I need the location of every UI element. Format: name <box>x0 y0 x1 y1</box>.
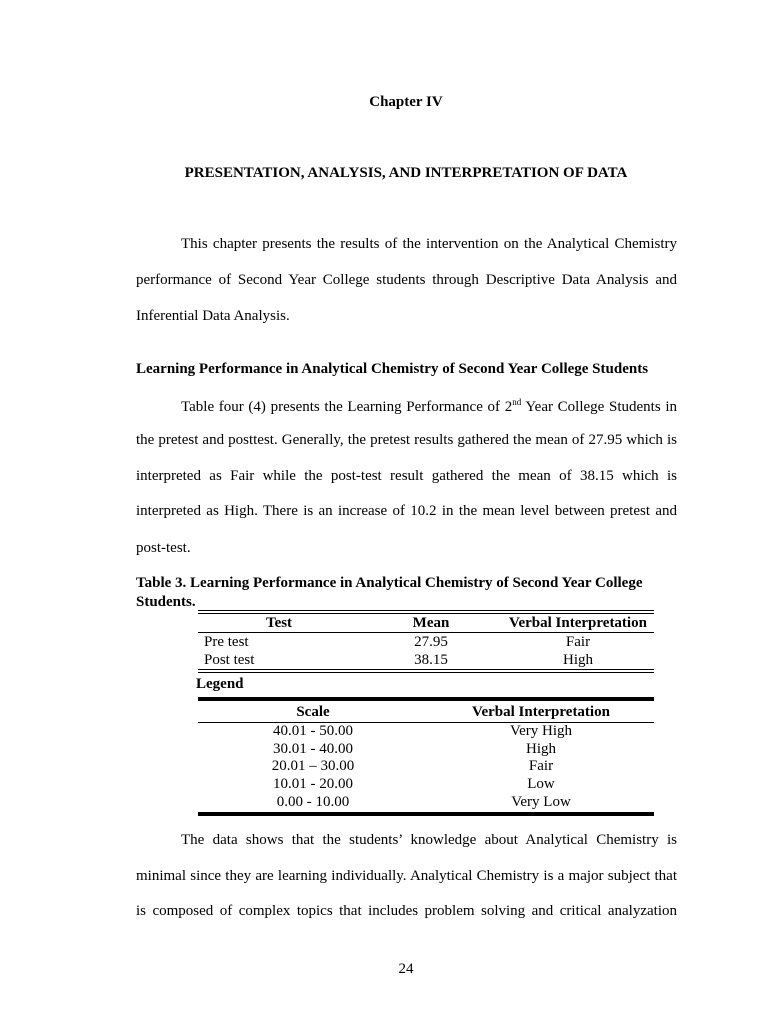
page-number: 24 <box>398 961 414 977</box>
table-caption: Students. <box>136 594 196 610</box>
table-cell: 20.01 – 30.00 <box>271 758 355 775</box>
table-cell: 0.00 - 10.00 <box>276 793 350 810</box>
legend-label: Legend <box>196 676 244 692</box>
paragraph-discussion-line: minimal since they are learning individually. Analytical Chemistry is a major subject that <box>136 868 677 884</box>
table-row <box>198 722 654 740</box>
performance-table <box>198 610 654 673</box>
column-header: Mean <box>360 612 502 633</box>
table-row <box>198 758 654 776</box>
table-cell: 27.95 <box>414 634 448 650</box>
table-cell: High <box>563 652 593 668</box>
table-cell: Low <box>527 776 555 793</box>
column-header: Scale <box>198 699 428 722</box>
table-header-row <box>198 612 654 633</box>
text-segment: Year College Students in <box>521 399 677 415</box>
table-cell: Fair <box>528 758 554 775</box>
paragraph-results-line: the pretest and posttest. Generally, the pretest results gathered the mean of 27.95 which is <box>136 432 677 448</box>
table-cell: 38.15 <box>414 652 448 668</box>
chapter-label: Chapter IV <box>369 94 443 110</box>
paragraph-results-line: post-test. <box>136 540 191 556</box>
paragraph-results-line: interpreted as Fair while the post-test result gathered the mean of 38.15 which is <box>136 468 677 484</box>
text-segment: Table four (4) presents the Learning Performance of 2 <box>181 399 513 415</box>
table-row <box>198 741 654 759</box>
table-header-row <box>198 699 654 722</box>
table-cell: Very Low <box>511 793 571 810</box>
legend-table <box>198 697 654 816</box>
table-cell: High <box>526 740 556 757</box>
paragraph-intro-line: performance of Second Year College students through Descriptive Data Analysis and <box>136 272 677 288</box>
table-row <box>198 776 654 794</box>
table-cell: Pre test <box>204 634 249 650</box>
paragraph-results-line: interpreted as High. There is an increase of 10.2 in the mean level between pretest and <box>136 503 677 519</box>
paragraph-results-line <box>136 397 677 416</box>
table-cell: Fair <box>565 634 591 650</box>
table-row <box>198 651 654 671</box>
section-title: Learning Performance in Analytical Chemistry of Second Year College Students <box>136 361 649 377</box>
column-header: Verbal Interpretation <box>502 612 654 633</box>
paragraph-intro-line: This chapter presents the results of the intervention on the Analytical Chemistry <box>181 236 677 252</box>
table-cell: 30.01 - 40.00 <box>273 740 353 757</box>
paragraph-intro-line: Inferential Data Analysis. <box>136 308 290 324</box>
table-cell: Very High <box>509 722 573 739</box>
column-header: Test <box>198 612 360 633</box>
table-cell: 40.01 - 50.00 <box>273 722 353 739</box>
ordinal-suffix: nd <box>512 397 522 407</box>
table-row <box>198 633 654 652</box>
column-header: Verbal Interpretation <box>428 699 654 722</box>
page-heading: PRESENTATION, ANALYSIS, AND INTERPRETATION OF DATA <box>184 165 628 181</box>
table-cell: 10.01 - 20.00 <box>273 776 353 793</box>
table-cell: Post test <box>204 652 255 668</box>
table-caption: Table 3. Learning Performance in Analytical Chemistry of Second Year College <box>136 575 643 591</box>
paragraph-discussion-line: The data shows that the students’ knowledge about Analytical Chemistry is <box>181 832 677 848</box>
paragraph-discussion-line: is composed of complex topics that includes problem solving and critical analyzation <box>136 903 677 919</box>
table-row <box>198 794 654 814</box>
